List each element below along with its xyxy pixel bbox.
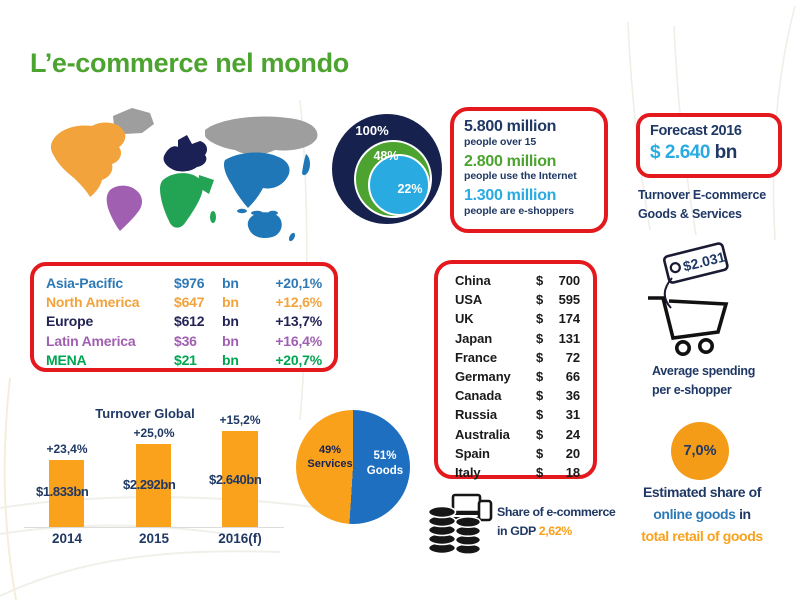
currency-symbol: $ [536,445,544,461]
map-australia [248,212,282,238]
map-indonesia [237,209,247,213]
bar-value-label: $1.833bn [36,484,89,499]
currency-symbol: $ [536,369,544,385]
bar-growth-label: +25,0% [133,426,175,440]
country-name: Australia [455,426,510,442]
gdp-line2 [497,522,632,541]
regions-table [30,262,338,372]
country-value: 31 [565,407,580,423]
region-unit: bn [222,294,239,311]
goods-pct: 51% [373,450,397,462]
background-swoosh [5,378,16,600]
gdp-share-text [497,503,632,541]
region-amount: $976 [174,274,205,291]
caption-line1: Average spending [652,364,756,378]
map-europe [164,135,207,171]
country-name: USA [455,292,483,308]
region-growth: +16,4% [275,332,322,349]
forecast-caption [638,186,790,224]
table-row [455,309,580,328]
table-row [46,351,322,370]
region-name: North America [46,294,140,311]
country-value: 595 [558,292,580,308]
world-map [20,100,335,258]
region-name: Latin America [46,332,136,349]
price-tag-icon [663,243,728,284]
table-row [455,329,580,348]
shopping-cart-icon [642,240,748,360]
country-value: 18 [565,464,580,480]
currency-symbol: $ [536,273,544,289]
country-name: Italy [455,464,481,480]
services-word: Services [307,458,353,471]
retail-share-text [614,482,790,548]
table-row [455,367,580,386]
region-growth: +20,1% [275,274,322,291]
map-asia [224,153,290,208]
x-axis-label: 2016(f) [218,531,262,546]
retail-line1: Estimated share of [642,484,762,500]
country-name: Japan [455,330,493,346]
table-row [46,273,322,292]
x-axis-label: 2015 [138,531,170,546]
map-africa [160,173,203,228]
region-unit: bn [222,352,239,369]
table-row [455,290,580,309]
region-amount: $36 [174,332,197,349]
country-value: 66 [565,369,580,385]
map-north-america [51,123,125,197]
internet-users-label: people use the Internet [464,170,577,183]
table-row [46,331,322,350]
country-name: Russia [455,407,498,423]
population-value: 5.800 million [464,118,557,135]
country-value: 72 [565,349,580,365]
country-value: 24 [565,426,580,442]
countries-table [434,260,597,479]
services-pct: 49% [318,444,342,456]
map-latin-america [107,186,142,231]
currency-symbol: $ [536,311,544,327]
circle-label-48: 48% [373,149,399,163]
region-unit: bn [222,332,239,349]
region-amount: $21 [174,352,197,369]
currency-symbol: $ [536,330,544,346]
country-name: France [455,349,498,365]
chart-baseline [24,527,284,528]
gdp-value: 2,62% [538,524,572,539]
map-madagascar [210,211,216,223]
table-row [455,463,580,482]
country-value: 20 [565,445,580,461]
region-name: Europe [46,313,94,330]
region-name: MENA [46,352,87,369]
coins-devices-icon [426,492,496,560]
retail-line2-highlight: online goods [653,505,736,522]
region-unit: bn [222,274,239,291]
region-growth: +20,7% [275,352,322,369]
currency-symbol: $ [536,426,544,442]
country-value: 131 [558,330,580,346]
pie-goods-label [362,449,408,479]
x-axis-label: 2014 [51,531,83,546]
region-amount: $612 [174,313,205,330]
country-name: Germany [455,369,511,385]
currency-symbol: $ [536,407,544,423]
currency-symbol: $ [536,292,544,308]
forecast-caption-line1: Turnover E-commerce [638,188,766,202]
pie-services-label [302,443,358,472]
region-unit: bn [222,313,239,330]
circle-label-22: 22% [397,182,423,196]
currency-symbol: $ [536,388,544,404]
forecast-caption-line2: Goods & Services [638,206,742,221]
bar-value-label: $2.640bn [209,472,262,487]
average-spending-caption [652,362,777,401]
map-japan [302,154,310,175]
bar-growth-label: +15,2% [219,413,261,427]
caption-line2: per e-shopper [652,383,732,398]
cart-body [648,298,726,354]
map-north-asia [205,117,317,155]
page-title: L’e-commerce nel mondo [30,48,349,78]
country-value: 700 [558,273,580,289]
country-name: Spain [455,445,490,461]
region-name: Asia-Pacific [46,274,123,291]
gdp-line1: Share of e-commerce [497,505,616,519]
forecast-amount-value: $ 2.640 [650,141,710,163]
currency-symbol: $ [536,464,544,480]
retail-share-badge: 7,0% [671,422,729,480]
region-amount: $647 [174,294,205,311]
retail-line2 [614,504,790,526]
table-row [46,292,322,311]
table-row [455,386,580,405]
forecast-amount [650,141,768,165]
region-growth: +12,6% [275,294,322,311]
bar-value-label: $2.292bn [123,477,176,492]
internet-users-value: 2.800 million [464,152,557,170]
country-name: UK [455,311,474,327]
currency-symbol: $ [536,349,544,365]
table-row [455,405,580,424]
forecast-amount-unit: bn [709,141,737,163]
table-row [455,348,580,367]
circle-label-100: 100% [355,123,389,138]
price-tag-value: $2.031 [681,248,727,275]
forecast-heading: Forecast 2016 [650,123,742,139]
goods-word: Goods [366,464,404,477]
retail-line3: total retail of goods [641,527,763,544]
turnover-bar-chart [24,398,288,550]
bar-growth-label: +23,4% [46,442,88,456]
country-name: Canada [455,388,502,404]
retail-line2-rest: in [735,505,751,522]
e-shoppers-label: people are e-shoppers [464,204,574,217]
e-shoppers-value: 1.300 million [464,187,557,204]
table-row [455,425,580,444]
map-new-zealand [288,232,297,242]
country-name: China [455,273,491,289]
chart-title: Turnover Global [95,406,195,421]
people-stats-box [450,107,608,233]
table-row [46,312,322,331]
forecast-box [636,113,782,178]
table-row [455,271,580,290]
gdp-line2-text: in GDP [497,524,539,539]
table-row [455,444,580,463]
population-label: people over 15 [464,135,537,148]
country-value: 174 [558,311,580,327]
country-value: 36 [565,388,580,404]
region-growth: +13,7% [275,313,322,330]
